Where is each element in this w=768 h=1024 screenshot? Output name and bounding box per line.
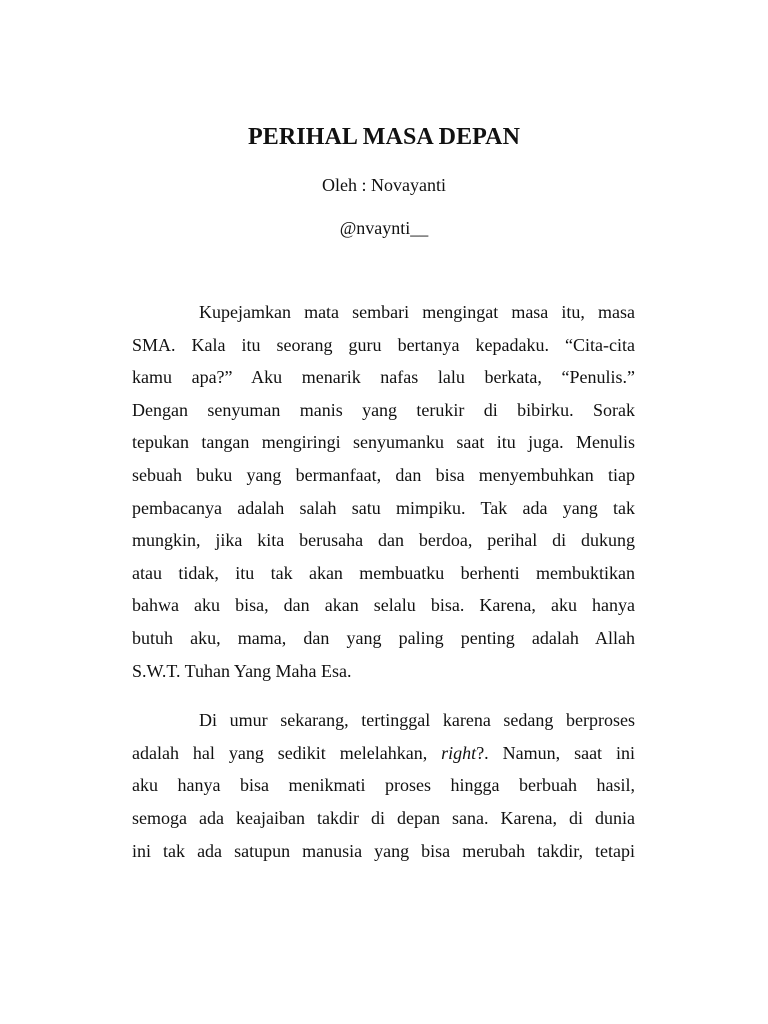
- paragraph-line: ini tak ada satupun manusia yang bisa merubah takdir, tetapi: [132, 840, 635, 861]
- paragraph-line: Di umur sekarang, tertinggal karena sedang berproses: [199, 710, 635, 731]
- paragraph: [132, 296, 635, 687]
- paragraph-line: kamu apa?” Aku menarik nafas lalu berkata, “Penulis.”: [132, 367, 635, 388]
- paragraph-line: S.W.T. Tuhan Yang Maha Esa.: [132, 660, 352, 681]
- line-text: ?. Namun, saat ini: [476, 742, 636, 763]
- paragraph-line: pembacanya adalah salah satu mimpiku. Tak ada yang tak: [132, 497, 635, 518]
- line-text: adalah hal yang sedikit melelahkan,: [132, 742, 442, 763]
- paragraph-line: [132, 737, 635, 770]
- paragraph-line: bahwa aku bisa, dan akan selalu bisa. Karena, aku hanya: [132, 595, 635, 616]
- body-text: [132, 296, 635, 867]
- paragraph-line: aku hanya bisa menikmati proses hingga berbuah hasil,: [132, 775, 635, 796]
- paragraph-line: sebuah buku yang bermanfaat, dan bisa menyembuhkan tiap: [132, 464, 635, 485]
- paragraph-line: mungkin, jika kita berusaha dan berdoa, perihal di dukung: [132, 530, 635, 551]
- paragraph-line: Kupejamkan mata sembari mengingat masa itu, masa: [199, 302, 635, 322]
- paragraph-line: Dengan senyuman manis yang terukir di bibirku. Sorak: [132, 399, 635, 420]
- paragraph-line: semoga ada keajaiban takdir di depan sana. Karena, di dunia: [132, 807, 635, 828]
- paragraph-line: atau tidak, itu tak akan membuatku berhenti membuktikan: [132, 562, 635, 583]
- author-byline: Oleh : Novayanti: [322, 175, 446, 195]
- paragraph-line: butuh aku, mama, dan yang paling penting adalah Allah: [132, 627, 635, 648]
- paragraph-spacer: [132, 687, 635, 704]
- paragraph-line: SMA. Kala itu seorang guru bertanya kepadaku. “Cita-cita: [132, 334, 635, 355]
- document-title: PERIHAL MASA DEPAN: [247, 124, 521, 150]
- paragraph: [132, 704, 635, 867]
- italic-word: right: [441, 742, 477, 763]
- paragraph-line: tepukan tangan mengiringi senyumanku saat itu juga. Menulis: [132, 432, 635, 453]
- author-handle: @nvaynti__: [339, 218, 429, 238]
